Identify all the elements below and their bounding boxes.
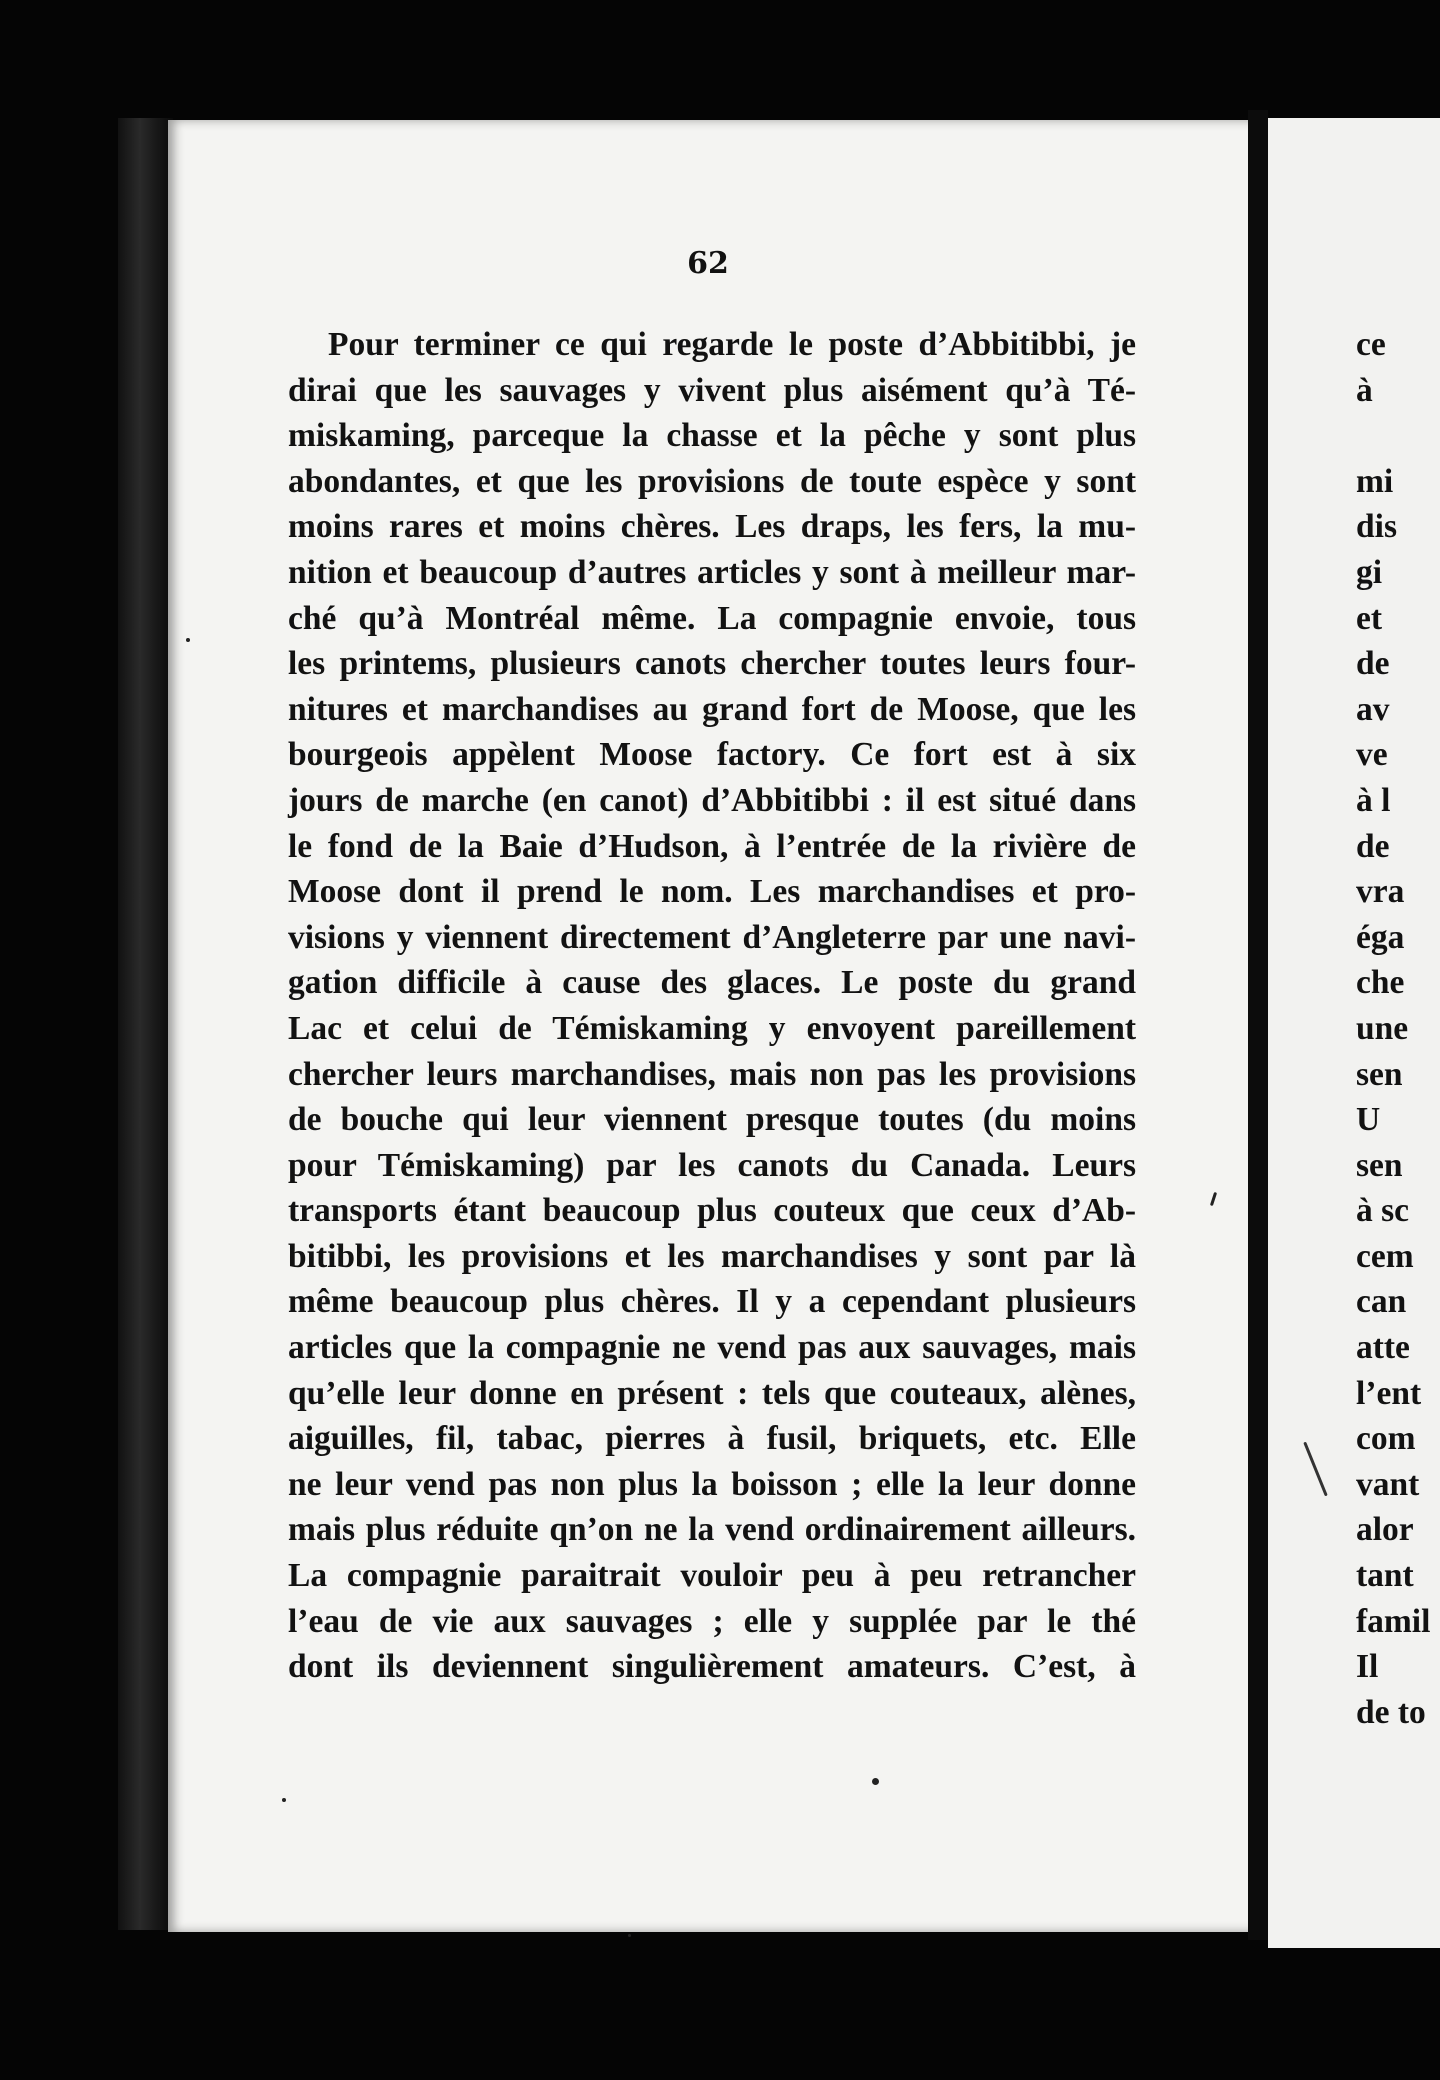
facing-text-fragment [1356,413,1440,459]
text-line: mais plus réduite qn’on ne la vend ordinairement ailleurs. [288,1511,1136,1549]
text-line: nitures et marchandises au grand fort de Moose, que les [288,690,1136,728]
text-line: pour Témiskaming) par les canots du Canada. Leurs [288,1146,1136,1184]
facing-text-fragment: éga [1356,918,1405,956]
facing-text-fragment: U [1356,1101,1381,1139]
facing-text-fragment: dis [1356,508,1397,546]
text-line: ché qu’à Montréal même. La compagnie envoie, tous [288,599,1136,637]
facing-text-fragment: sen [1356,1146,1403,1184]
text-line: miskaming, parceque la chasse et la pêche y sont plus [288,417,1136,455]
facing-text-fragment: Il [1356,1648,1379,1686]
facing-text-fragment: tant [1356,1557,1414,1595]
text-line: gation difficile à cause des glaces. Le poste du grand [288,964,1136,1002]
text-line: bitibbi, les provisions et les marchandises y sont par là [288,1237,1136,1275]
book-spine-edge [118,118,173,1930]
facing-text-fragment: l’ent [1356,1374,1422,1412]
text-line: moins rares et moins chères. Les draps, les fers, la mu- [288,508,1136,546]
facing-page-text [1356,322,1440,1735]
text-line: transports étant beaucoup plus couteux que ceux d’Ab- [288,1192,1136,1230]
facing-text-fragment: sen [1356,1055,1403,1093]
text-line: ne leur vend pas non plus la boisson ; elle la leur donne [288,1465,1136,1503]
facing-text-fragment: à l [1356,781,1391,819]
text-line: le fond de la Baie d’Hudson, à l’entrée de la rivière de [288,827,1136,865]
facing-text-fragment: de [1356,827,1390,865]
page-number: 62 [687,246,729,281]
facing-text-fragment: à [1356,371,1373,409]
facing-text-fragment: mi [1356,462,1394,500]
facing-text-fragment: can [1356,1283,1407,1321]
text-line: qu’elle leur donne en présent : tels que couteaux, alènes, [288,1374,1136,1412]
text-line: aiguilles, fil, tabac, pierres à fusil, briquets, etc. Elle [288,1420,1136,1458]
facing-text-fragment: che [1356,964,1405,1002]
text-line: dont ils deviennent singulièrement amateurs. C’est, à [288,1648,1136,1686]
facing-text-fragment: à sc [1356,1192,1410,1230]
facing-text-fragment: com [1356,1420,1416,1458]
facing-text-fragment: atte [1356,1329,1410,1367]
facing-text-fragment: et [1356,599,1383,637]
text-line: Lac et celui de Témiskaming y envoyent pareillement [288,1009,1136,1047]
body-text [288,322,1136,1690]
page-gutter [1248,110,1268,1940]
facing-text-fragment: ve [1356,736,1388,774]
facing-text-fragment: alor [1356,1511,1414,1549]
facing-text-fragment: av [1356,690,1390,728]
facing-text-fragment: cem [1356,1237,1414,1275]
text-line: les printems, plusieurs canots chercher toutes leurs four- [288,645,1136,683]
facing-text-fragment: ce [1356,326,1386,363]
facing-text-fragment: de to [1356,1693,1426,1731]
text-line: dirai que les sauvages y vivent plus aisément qu’à Té- [288,371,1136,409]
text-line: même beaucoup plus chères. Il y a cependant plusieurs [288,1283,1136,1321]
text-line: La compagnie paraitrait vouloir peu à peu retrancher [288,1557,1136,1595]
text-line: articles que la compagnie ne vend pas aux sauvages, mais [288,1329,1136,1367]
text-line: nition et beaucoup d’autres articles y sont à meilleur mar- [288,553,1136,591]
facing-text-fragment: vant [1356,1465,1420,1503]
scan-speck [628,1934,631,1937]
text-line: l’eau de vie aux sauvages ; elle y supplée par le thé [288,1602,1136,1640]
facing-text-fragment: de [1356,645,1390,683]
text-line: Moose dont il prend le nom. Les marchandises et pro- [288,873,1136,911]
text-line: bourgeois appèlent Moose factory. Ce fort est à six [288,736,1136,774]
facing-text-fragment: gi [1356,553,1383,591]
facing-text-fragment: vra [1356,873,1405,911]
text-line: visions y viennent directement d’Angleterre par une navi- [288,918,1136,956]
text-line: chercher leurs marchandises, mais non pas les provisions [288,1055,1136,1093]
scan-speck [186,638,190,642]
scan-speck [282,1798,286,1802]
text-line: jours de marche (en canot) d’Abbitibbi : il est situé dans [288,781,1136,819]
facing-text-fragment: une [1356,1009,1409,1047]
scan-speck [872,1778,879,1785]
facing-text-fragment: famil [1356,1602,1431,1640]
text-line: abondantes, et que les provisions de toute espèce y sont [288,462,1136,500]
text-line: de bouche qui leur viennent presque toutes (du moins [288,1101,1136,1139]
text-line: Pour terminer ce qui regarde le poste d’Abbitibbi, je [328,326,1136,363]
